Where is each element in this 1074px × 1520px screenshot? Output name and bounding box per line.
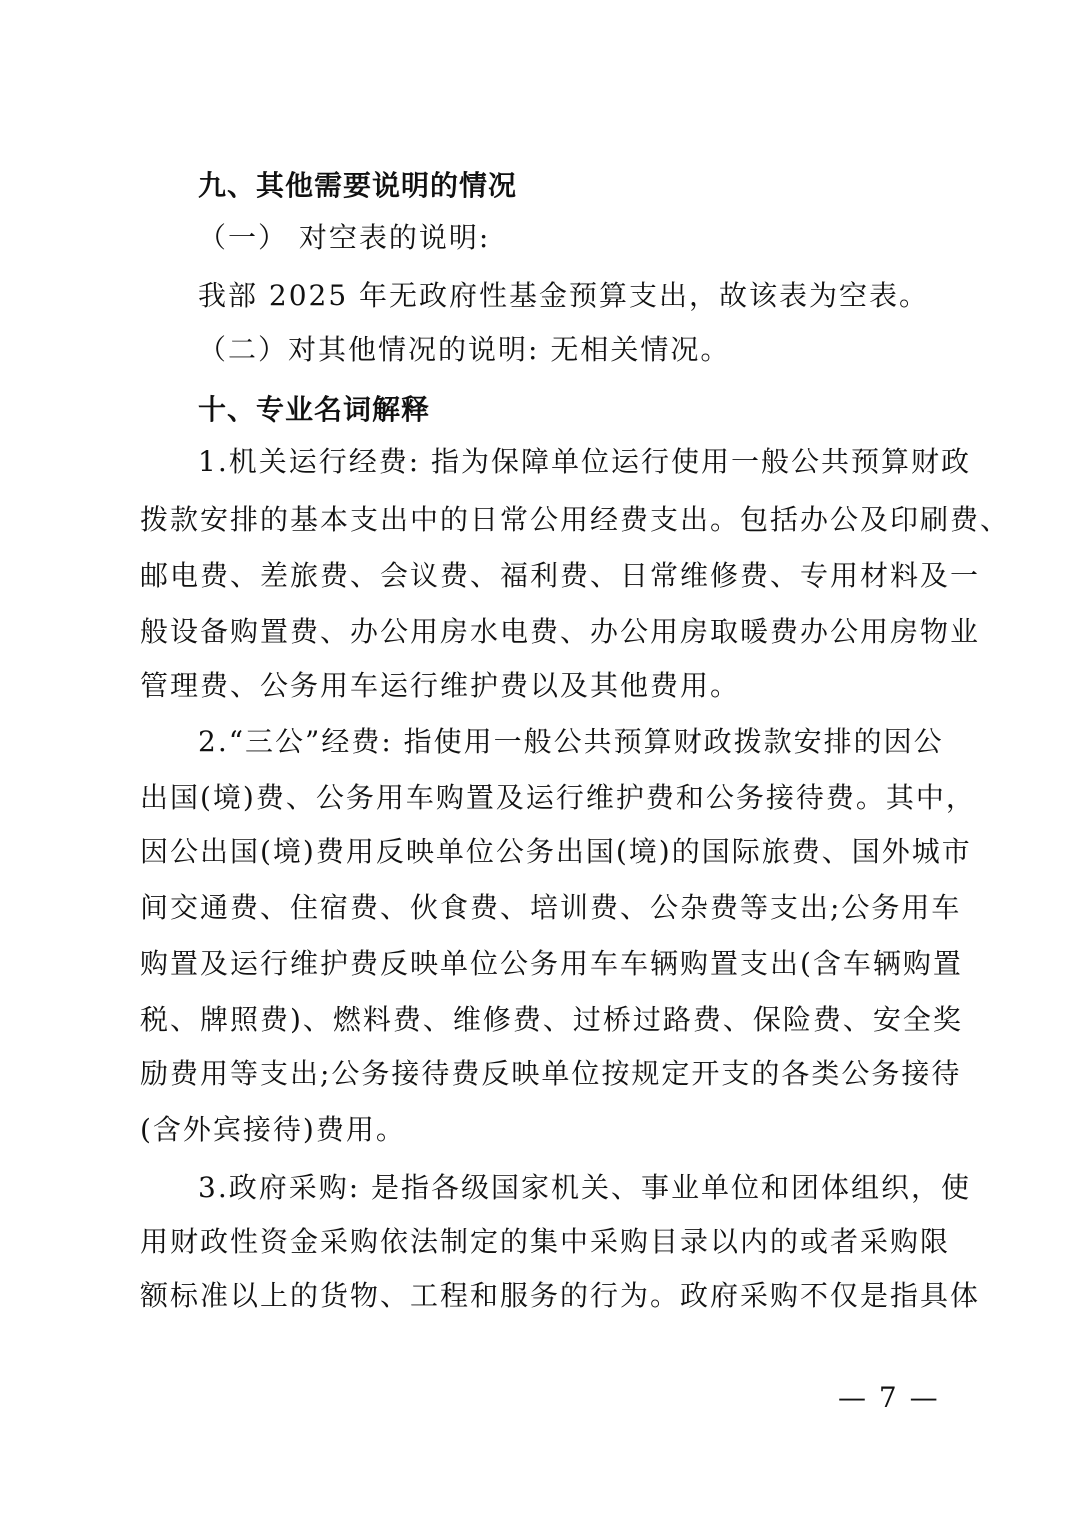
paragraph-line: (含外宾接待)费用。 — [140, 1113, 406, 1146]
page-number: — 7 — — [838, 1381, 940, 1414]
paragraph-line: 拨款安排的基本支出中的日常公用经费支出。包括办公及印刷费、 — [140, 503, 1011, 536]
subsection-1-heading: （一） 对空表的说明: — [198, 221, 491, 254]
section-10-heading: 十、专业名词解释 — [198, 393, 431, 426]
paragraph-line: 3.政府采购: 是指各级国家机关、事业单位和团体组织，使 — [198, 1171, 972, 1204]
paragraph-line: 1.机关运行经费: 指为保障单位运行使用一般公共预算财政 — [198, 445, 972, 478]
paragraph-line: 额标准以上的货物、工程和服务的行为。政府采购不仅是指具体 — [140, 1279, 981, 1312]
paragraph-line: 间交通费、住宿费、伙食费、培训费、公杂费等支出;公务用车 — [140, 891, 962, 924]
paragraph-line: 出国(境)费、公务用车购置及运行维护费和公务接待费。其中， — [140, 781, 976, 814]
paragraph-line: 税、牌照费)、燃料费、维修费、过桥过路费、保险费、安全奖 — [140, 1003, 963, 1036]
paragraph-line: 管理费、公务用车运行维护费以及其他费用。 — [140, 669, 741, 702]
subsection-2-text: （二）对其他情况的说明: 无相关情况。 — [198, 333, 731, 366]
paragraph-line: 2.“三公”经费: 指使用一般公共预算财政拨款安排的因公 — [198, 725, 944, 758]
paragraph-line: 邮电费、差旅费、会议费、福利费、日常维修费、专用材料及一 — [140, 559, 981, 592]
paragraph-line: 因公出国(境)费用反映单位公务出国(境)的国际旅费、国外城市 — [140, 835, 972, 868]
paragraph-line: 励费用等支出;公务接待费反映单位按规定开支的各类公务接待 — [140, 1057, 962, 1090]
paragraph-line: 用财政性资金采购依法制定的集中采购目录以内的或者采购限 — [140, 1225, 951, 1258]
subsection-1-text: 我部 2025 年无政府性基金预算支出，故该表为空表。 — [198, 279, 930, 312]
paragraph-line: 购置及运行维护费反映单位公务用车车辆购置支出(含车辆购置 — [140, 947, 963, 980]
section-9-heading: 九、其他需要说明的情况 — [198, 169, 518, 202]
paragraph-line: 般设备购置费、办公用房水电费、办公用房取暖费办公用房物业 — [140, 615, 981, 648]
